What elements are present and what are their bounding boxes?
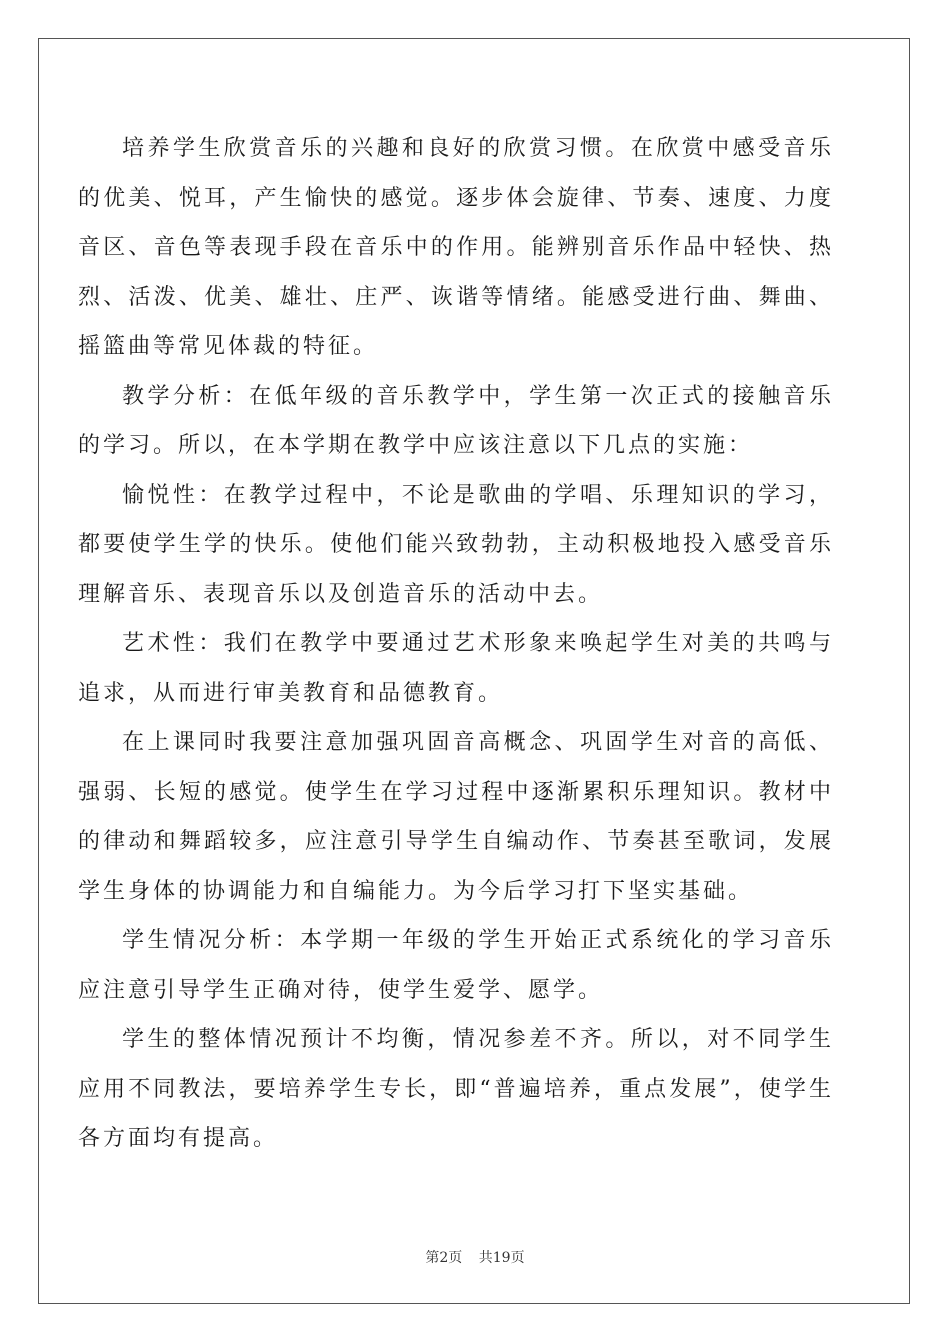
paragraph-pleasure: 愉悦性：在教学过程中，不论是歌曲的学唱、乐理知识的学习，都要使学生学的快乐。使他们能兴致勃勃，主动积极地投入感受音乐理解音乐、表现音乐以及创造音乐的活动中去。 xyxy=(78,482,834,607)
page-footer xyxy=(0,1247,950,1267)
paragraph-appreciation: 培养学生欣赏音乐的兴趣和良好的欣赏习惯。在欣赏中感受音乐的优美、悦耳，产生愉快的感觉。逐步体会旋律、节奏、速度、力度音区、音色等表现手段在音乐中的作用。能辨别音乐作品中轻快、热烈、活泼、优美、雄壮、庄严、诙谐等情绪。能感受进行曲、舞曲、摇篮曲等常见体裁的特征。 xyxy=(78,136,834,359)
page-total: 共19页 xyxy=(478,1250,525,1266)
paragraph-teaching-analysis: 教学分析：在低年级的音乐教学中，学生第一次正式的接触音乐的学习。所以，在本学期在教学中应该注意以下几点的实施： xyxy=(78,383,834,458)
paragraph-student-analysis: 学生情况分析：本学期一年级的学生开始正式系统化的学习音乐应注意引导学生正确对待，使学生爱学、愿学。 xyxy=(78,928,834,1003)
paragraph-pitch-concepts: 在上课同时我要注意加强巩固音高概念、巩固学生对音的高低、强弱、长短的感觉。使学生在学习过程中逐渐累积乐理知识。教材中的律动和舞蹈较多，应注意引导学生自编动作、节奏甚至歌词，发展学生身体的协调能力和自编能力。为今后学习打下坚实基础。 xyxy=(78,730,834,904)
paragraph-artistry: 艺术性：我们在教学中要通过艺术形象来唤起学生对美的共鸣与追求，从而进行审美教育和品德教育。 xyxy=(78,631,834,706)
page-number: 第2页 xyxy=(425,1250,463,1266)
paragraph-student-overall: 学生的整体情况预计不均衡，情况参差不齐。所以，对不同学生应用不同教法，要培养学生专长，即“普遍培养，重点发展”，使学生各方面均有提高。 xyxy=(78,1027,834,1151)
document-body xyxy=(78,124,834,1164)
